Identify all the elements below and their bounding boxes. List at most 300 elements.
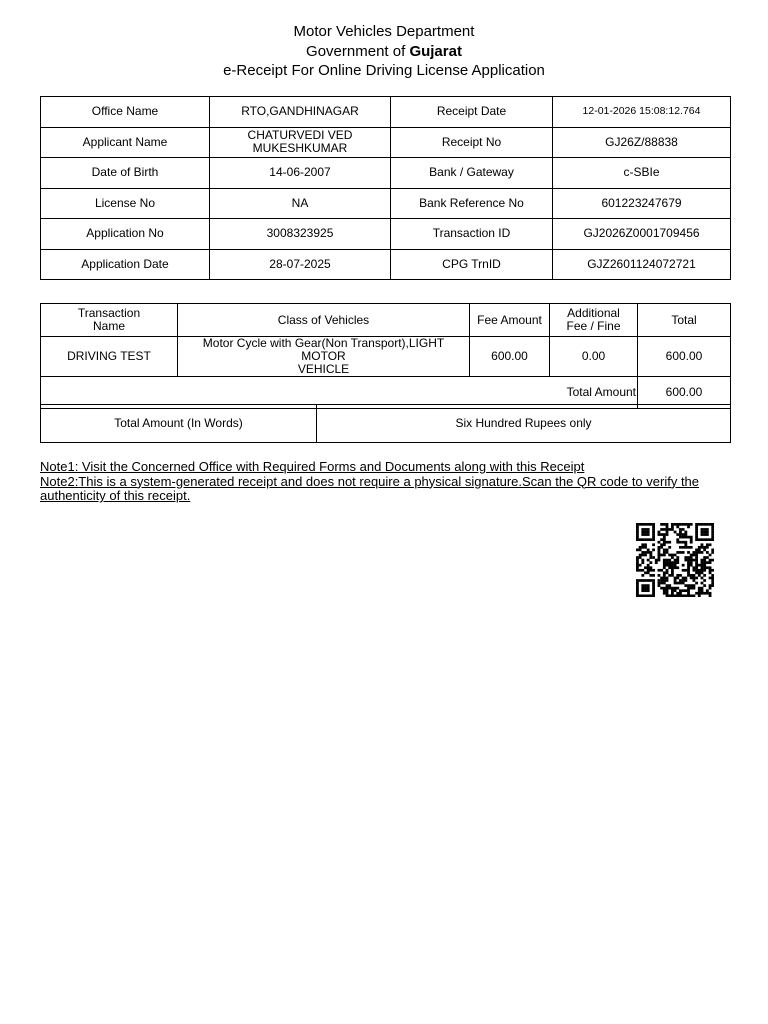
qr-module (698, 546, 701, 549)
qr-module (692, 554, 695, 557)
qr-module (701, 561, 704, 564)
qr-module (636, 528, 639, 531)
qr-module (636, 579, 639, 582)
qr-module (674, 554, 677, 557)
qr-module (666, 561, 669, 564)
qr-module (703, 564, 706, 567)
qr-module (652, 543, 655, 546)
qr-module (671, 589, 674, 592)
qr-module (703, 592, 706, 595)
qr-module (698, 549, 701, 552)
qr-module (687, 592, 690, 595)
qr-module (706, 528, 709, 531)
qr-module (647, 594, 650, 597)
qr-module (698, 574, 701, 577)
qr-module (684, 584, 687, 587)
qr-module (684, 523, 687, 526)
qr-module (641, 546, 644, 549)
qr-module (658, 574, 661, 577)
qr-module (658, 569, 661, 572)
qr-module (671, 569, 674, 572)
qr-module (641, 523, 644, 526)
qr-module (703, 538, 706, 541)
qr-module (679, 551, 682, 554)
dob-value: 14-06-2007 (210, 158, 391, 189)
qr-module (684, 536, 687, 539)
qr-module (706, 589, 709, 592)
qr-module (687, 594, 690, 597)
qr-module (692, 579, 695, 582)
qr-module (682, 541, 685, 544)
transaction-name-header-line-2: Name (92, 319, 125, 333)
qr-module (695, 538, 698, 541)
qr-module (652, 594, 655, 597)
qr-module (671, 592, 674, 595)
qr-module (679, 533, 682, 536)
qr-module (709, 554, 712, 557)
table-row (41, 219, 731, 250)
qr-module (676, 566, 679, 569)
qr-module (647, 533, 650, 536)
qr-module (676, 523, 679, 526)
qr-module (668, 546, 671, 549)
qr-module (701, 564, 704, 567)
qr-module (636, 584, 639, 587)
qr-module (663, 574, 666, 577)
transaction-name-value: DRIVING TEST (41, 337, 178, 377)
qr-module (709, 566, 712, 569)
qr-module (636, 538, 639, 541)
qr-module (636, 531, 639, 534)
additional-fee-header-line-2: Fee / Fine (566, 319, 621, 333)
qr-module (687, 523, 690, 526)
table-row (41, 127, 731, 158)
class-of-vehicles-line-2: VEHICLE (297, 362, 350, 376)
qr-module (641, 587, 644, 590)
qr-module (636, 594, 639, 597)
qr-module (652, 533, 655, 536)
qr-module (660, 577, 663, 580)
qr-module (641, 561, 644, 564)
qr-module (703, 528, 706, 531)
qr-module (687, 571, 690, 574)
qr-module (695, 549, 698, 552)
qr-module (666, 528, 669, 531)
amount-in-words-label: Total Amount (In Words) (41, 405, 317, 443)
qr-module (695, 533, 698, 536)
transaction-id-value: GJ2026Z0001709456 (553, 219, 731, 250)
qr-module (636, 592, 639, 595)
application-date-value: 28-07-2025 (210, 249, 391, 280)
qr-module (652, 587, 655, 590)
qr-module (682, 577, 685, 580)
qr-module (666, 531, 669, 534)
qr-module (695, 531, 698, 534)
qr-module (701, 569, 704, 572)
transaction-id-label: Transaction ID (391, 219, 553, 250)
qr-module (706, 566, 709, 569)
qr-module (641, 569, 644, 572)
qr-module (649, 569, 652, 572)
qr-module (701, 592, 704, 595)
qr-module (690, 538, 693, 541)
qr-module (641, 579, 644, 582)
qr-module (682, 579, 685, 582)
qr-module (706, 551, 709, 554)
qr-module (711, 582, 714, 585)
qr-module (668, 566, 671, 569)
qr-module (636, 587, 639, 590)
qr-module (658, 551, 661, 554)
qr-module (695, 571, 698, 574)
qr-module (703, 561, 706, 564)
qr-module (668, 594, 671, 597)
qr-module (698, 589, 701, 592)
qr-module (709, 523, 712, 526)
qr-module (674, 579, 677, 582)
qr-code-graphic (636, 523, 714, 597)
qr-module (663, 538, 666, 541)
qr-module (695, 566, 698, 569)
qr-module (666, 526, 669, 529)
qr-module (652, 569, 655, 572)
qr-module (698, 551, 701, 554)
receipt-date-value: 12-01-2026 15:08:12.764 (553, 97, 731, 128)
qr-module (701, 582, 704, 585)
qr-module (649, 556, 652, 559)
qr-module (709, 569, 712, 572)
transaction-name-header (41, 304, 178, 337)
qr-module (660, 546, 663, 549)
qr-module (666, 523, 669, 526)
qr-module (711, 584, 714, 587)
qr-module (644, 589, 647, 592)
table-row (41, 188, 731, 219)
qr-module (687, 559, 690, 562)
amount-in-words-value: Six Hundred Rupees only (317, 405, 731, 443)
qr-module (641, 528, 644, 531)
qr-module (695, 582, 698, 585)
qr-module (701, 577, 704, 580)
qr-module (671, 574, 674, 577)
qr-module (668, 559, 671, 562)
qr-module (687, 561, 690, 564)
application-no-value: 3008323925 (210, 219, 391, 250)
qr-module (671, 564, 674, 567)
qr-module (644, 554, 647, 557)
qr-module (658, 531, 661, 534)
qr-module (682, 546, 685, 549)
qr-module (644, 531, 647, 534)
qr-module (636, 559, 639, 562)
qr-module (701, 546, 704, 549)
qr-module (682, 564, 685, 567)
table-row (41, 249, 731, 280)
note-2: Note2:This is a system-generated receipt and does not require a physical signature.Scan the QR code to verify the authenticity of this receipt. (40, 473, 700, 503)
qr-module (666, 589, 669, 592)
total-amount-value: 600.00 (638, 377, 731, 409)
qr-module (692, 569, 695, 572)
qr-module (658, 559, 661, 562)
qr-module (644, 571, 647, 574)
qr-module (666, 564, 669, 567)
qr-module (652, 592, 655, 595)
applicant-name-line-2: MUKESHKUMAR (252, 141, 348, 156)
qr-module (701, 528, 704, 531)
qr-module (674, 582, 677, 585)
qr-module (641, 594, 644, 597)
qr-module (644, 551, 647, 554)
qr-module (682, 533, 685, 536)
table-row (41, 97, 731, 128)
qr-module (709, 592, 712, 595)
qr-module (674, 566, 677, 569)
qr-module (636, 561, 639, 564)
qr-module (666, 587, 669, 590)
qr-module (647, 564, 650, 567)
additional-fee-header-line-1: Additional (567, 306, 620, 320)
qr-module (676, 538, 679, 541)
additional-fee-value: 0.00 (550, 337, 638, 377)
qr-module (684, 569, 687, 572)
qr-module (644, 594, 647, 597)
qr-module (711, 538, 714, 541)
qr-module (644, 543, 647, 546)
qr-module (698, 592, 701, 595)
qr-module (687, 574, 690, 577)
qr-module (703, 549, 706, 552)
qr-module (690, 584, 693, 587)
qr-module (636, 566, 639, 569)
qr-module (671, 571, 674, 574)
transaction-name-header-line-1: Transaction (77, 306, 141, 320)
qr-module (701, 531, 704, 534)
qr-module (647, 587, 650, 590)
qr-module (679, 574, 682, 577)
qr-module (687, 526, 690, 529)
qr-module (649, 538, 652, 541)
qr-module (695, 556, 698, 559)
qr-module (668, 584, 671, 587)
qr-module (660, 579, 663, 582)
qr-module (649, 523, 652, 526)
qr-module (711, 551, 714, 554)
qr-module (663, 589, 666, 592)
qr-module (703, 584, 706, 587)
qr-module (684, 546, 687, 549)
qr-module (676, 574, 679, 577)
qr-module (709, 594, 712, 597)
qr-module (676, 551, 679, 554)
qr-module (666, 592, 669, 595)
qr-module (703, 559, 706, 562)
qr-module (639, 554, 642, 557)
qr-module (682, 582, 685, 585)
qr-module (698, 587, 701, 590)
qr-module (647, 579, 650, 582)
amount-in-words-table (40, 404, 731, 443)
qr-module (692, 577, 695, 580)
qr-module (684, 556, 687, 559)
qr-module (666, 551, 669, 554)
qr-module (668, 528, 671, 531)
qr-module (706, 523, 709, 526)
qr-module (658, 546, 661, 549)
qr-module (682, 523, 685, 526)
qr-module (644, 538, 647, 541)
qr-module (687, 566, 690, 569)
qr-module (684, 533, 687, 536)
fee-table (40, 303, 731, 409)
qr-module (676, 594, 679, 597)
applicant-info-table (40, 96, 731, 280)
qr-module (641, 543, 644, 546)
table-row (41, 158, 731, 189)
qr-module (641, 554, 644, 557)
qr-module (679, 582, 682, 585)
qr-module (639, 549, 642, 552)
qr-module (639, 523, 642, 526)
qr-module (709, 561, 712, 564)
qr-module (695, 554, 698, 557)
qr-module (698, 564, 701, 567)
qr-module (682, 528, 685, 531)
qr-module (641, 584, 644, 587)
qr-module (666, 549, 669, 552)
qr-module (687, 546, 690, 549)
qr-module (652, 556, 655, 559)
qr-module (695, 561, 698, 564)
state-name: Gujarat (409, 42, 462, 60)
qr-module (671, 594, 674, 597)
class-of-vehicles-value (178, 337, 470, 377)
note-1: Note1: Visit the Concerned Office with Required Forms and Documents along with this Receipt (40, 459, 585, 474)
qr-module (687, 569, 690, 572)
qr-module (711, 533, 714, 536)
qr-module (663, 549, 666, 552)
qr-module (660, 582, 663, 585)
qr-module (698, 571, 701, 574)
qr-module (692, 551, 695, 554)
table-row (41, 405, 731, 443)
qr-module (668, 574, 671, 577)
qr-module (695, 551, 698, 554)
qr-module (711, 528, 714, 531)
qr-module (663, 554, 666, 557)
qr-module (690, 554, 693, 557)
qr-module (706, 546, 709, 549)
qr-module (660, 569, 663, 572)
qr-module (684, 543, 687, 546)
qr-module (660, 528, 663, 531)
qr-module (692, 566, 695, 569)
qr-module (692, 594, 695, 597)
qr-module (668, 541, 671, 544)
qr-module (711, 523, 714, 526)
qr-module (695, 536, 698, 539)
qr-module (647, 569, 650, 572)
qr-module (679, 589, 682, 592)
qr-module (684, 531, 687, 534)
qr-module (684, 577, 687, 580)
qr-module (641, 574, 644, 577)
qr-module (668, 554, 671, 557)
qr-module (674, 589, 677, 592)
qr-module (690, 564, 693, 567)
total-value: 600.00 (638, 337, 731, 377)
qr-module (698, 569, 701, 572)
qr-module (692, 587, 695, 590)
qr-module (658, 549, 661, 552)
qr-module (679, 531, 682, 534)
qr-module (636, 556, 639, 559)
department-title: Motor Vehicles Department (293, 23, 475, 40)
qr-module (639, 538, 642, 541)
qr-module (684, 559, 687, 562)
bank-reference-label: Bank Reference No (391, 188, 553, 219)
qr-module (663, 592, 666, 595)
qr-module (647, 523, 650, 526)
qr-module (647, 584, 650, 587)
qr-module (666, 533, 669, 536)
fee-amount-value: 600.00 (470, 337, 550, 377)
qr-module (641, 533, 644, 536)
qr-module (652, 528, 655, 531)
qr-module (679, 528, 682, 531)
qr-module (666, 577, 669, 580)
qr-module (671, 554, 674, 557)
qr-module (674, 561, 677, 564)
qr-module (703, 546, 706, 549)
qr-module (644, 533, 647, 536)
qr-module (711, 574, 714, 577)
qr-module (709, 538, 712, 541)
qr-module (636, 526, 639, 529)
qr-module (690, 556, 693, 559)
qr-module (676, 582, 679, 585)
qr-module (695, 569, 698, 572)
qr-module (644, 584, 647, 587)
qr-module (687, 551, 690, 554)
qr-module (663, 566, 666, 569)
qr-module (701, 566, 704, 569)
qr-module (663, 533, 666, 536)
qr-module (682, 551, 685, 554)
qr-module (687, 564, 690, 567)
qr-module (647, 528, 650, 531)
qr-module (687, 556, 690, 559)
qr-module (644, 566, 647, 569)
qr-module (711, 569, 714, 572)
qr-module (647, 549, 650, 552)
qr-module (663, 551, 666, 554)
qr-module (711, 526, 714, 529)
qr-module (695, 526, 698, 529)
qr-module (649, 561, 652, 564)
qr-code-icon (636, 523, 714, 597)
qr-module (636, 582, 639, 585)
qr-module (703, 523, 706, 526)
qr-module (711, 549, 714, 552)
qr-module (706, 543, 709, 546)
applicant-name-value (210, 127, 391, 158)
qr-module (668, 587, 671, 590)
qr-module (668, 561, 671, 564)
qr-module (682, 589, 685, 592)
total-amount-label: Total Amount (41, 377, 638, 409)
fee-amount-header: Fee Amount (470, 304, 550, 337)
qr-module (655, 561, 658, 564)
